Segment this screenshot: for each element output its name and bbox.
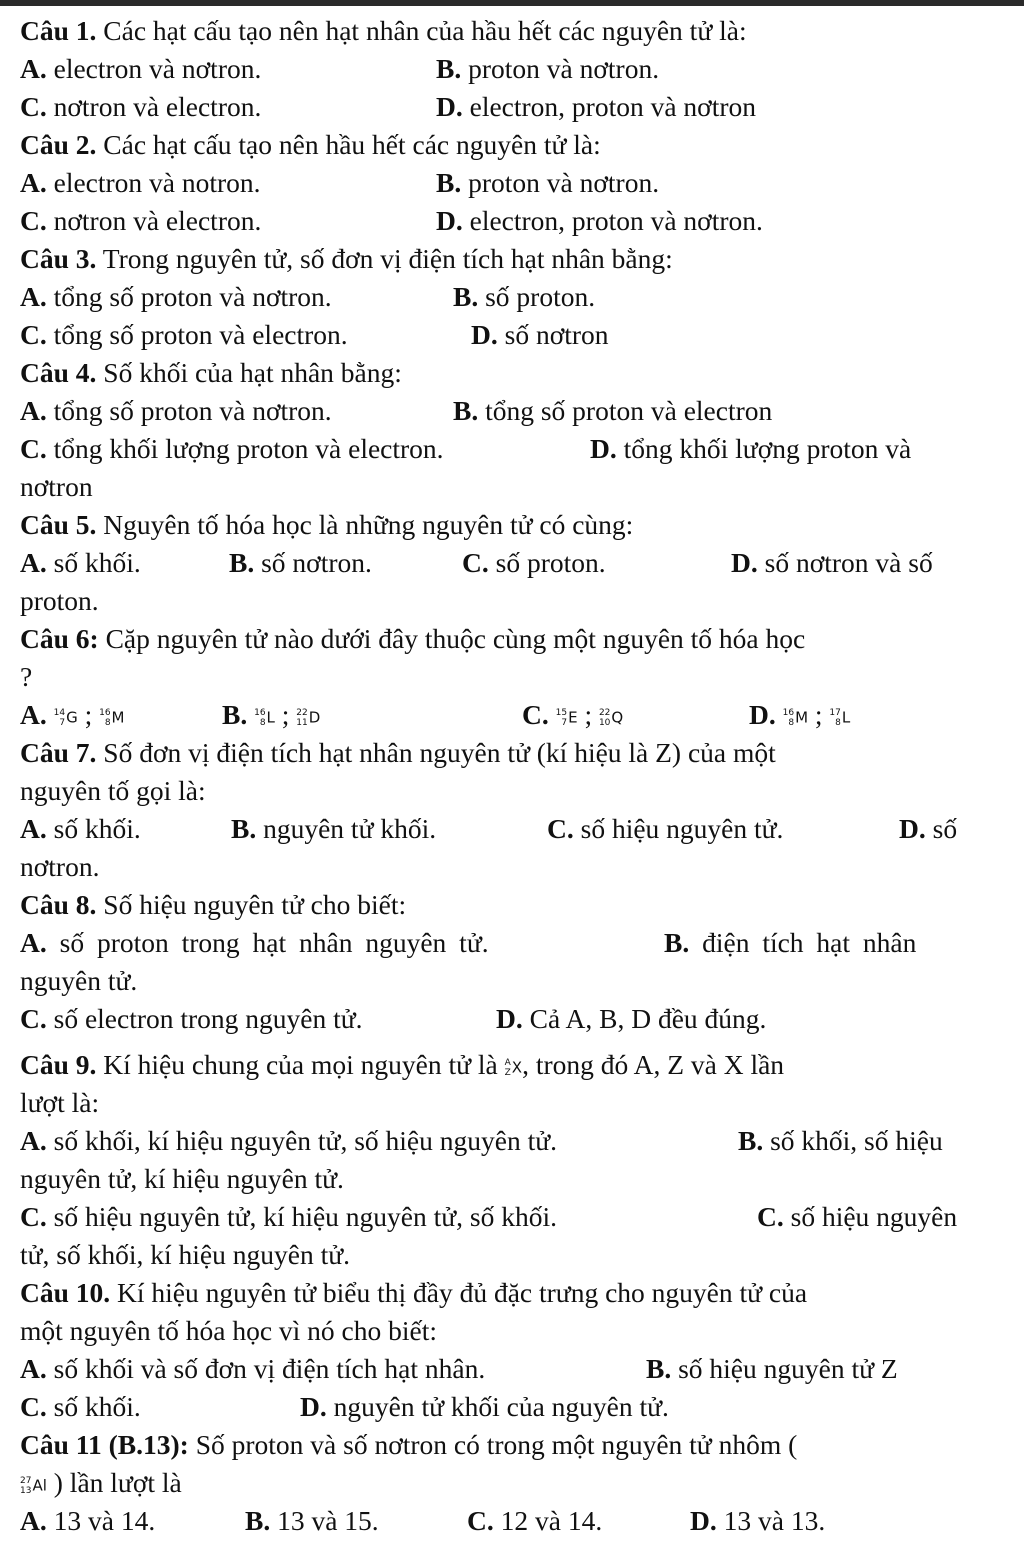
element-symbol: D bbox=[308, 708, 321, 727]
mass-number: 27 bbox=[20, 1475, 32, 1486]
q6-b-label: B. bbox=[222, 699, 248, 730]
general-atom-symbol bbox=[505, 1050, 522, 1085]
q7-d-text: số bbox=[925, 813, 958, 844]
q1-c-text: nơtron và electron. bbox=[46, 91, 262, 122]
q11-stem-cont-line bbox=[20, 1466, 182, 1503]
q1-c-label: C. bbox=[20, 91, 47, 122]
q9-stem-tail: , trong đó A, Z và X lần bbox=[522, 1049, 785, 1080]
q3-c-text: tổng số proton và electron. bbox=[46, 319, 348, 350]
q10-d-text: nguyên tử khối của nguyên tử. bbox=[326, 1391, 669, 1422]
mass-number: 22 bbox=[296, 707, 308, 718]
q10-c-label: C. bbox=[20, 1391, 47, 1422]
q5-option-b[interactable] bbox=[229, 546, 372, 580]
q8-a-text: số proton trong hạt nhân nguyên tử. bbox=[46, 927, 489, 958]
q11-c-text: 12 và 14. bbox=[493, 1505, 603, 1536]
q4-label: Câu 4. bbox=[20, 357, 97, 388]
q9-label: Câu 9. bbox=[20, 1049, 97, 1080]
q9-d-label: C. bbox=[757, 1201, 784, 1232]
q5-c-text: số proton. bbox=[488, 547, 606, 578]
q11-option-d[interactable] bbox=[690, 1504, 825, 1538]
mass-number: 15 bbox=[555, 707, 568, 718]
q11-stem-cont: ) lần lượt là bbox=[46, 1467, 182, 1498]
q7-c-label: C. bbox=[547, 813, 574, 844]
q2-c-text: nơtron và electron. bbox=[46, 205, 262, 236]
q5-a-label: A. bbox=[20, 547, 47, 578]
q5-option-d[interactable] bbox=[731, 546, 933, 580]
q9-option-d-cont: tử, số khối, kí hiệu nguyên tử. bbox=[20, 1239, 350, 1270]
q5-c-label: C. bbox=[462, 547, 489, 578]
isotope-symbol bbox=[54, 700, 78, 735]
q7-option-a[interactable] bbox=[20, 812, 141, 846]
isotope-symbol bbox=[783, 700, 808, 735]
q11-c-label: C. bbox=[467, 1505, 494, 1536]
atomic-number: 10 bbox=[598, 717, 611, 728]
q11-d-label: D. bbox=[690, 1505, 717, 1536]
q6-stem-cont: ? bbox=[20, 661, 33, 692]
q9-c-label: C. bbox=[20, 1201, 47, 1232]
q2-stem-text: Các hạt cấu tạo nên hầu hết các nguyên tử là: bbox=[96, 129, 601, 160]
q6-label: Câu 6: bbox=[20, 623, 99, 654]
q6-stem-text: Cặp nguyên tử nào dưới đây thuộc cùng một nguyên tố hóa học bbox=[98, 623, 806, 654]
q10-b-text: số hiệu nguyên tử Z bbox=[671, 1353, 898, 1384]
q7-option-b[interactable] bbox=[231, 812, 436, 846]
q7-a-label: A. bbox=[20, 813, 47, 844]
q4-option-b[interactable] bbox=[453, 394, 772, 428]
q1-stem bbox=[20, 14, 747, 48]
q7-option-d-cont: nơtron. bbox=[20, 851, 100, 882]
q8-option-a[interactable] bbox=[20, 926, 489, 960]
q10-label: Câu 10. bbox=[20, 1277, 111, 1308]
q2-label: Câu 2. bbox=[20, 129, 97, 160]
element-symbol: Q bbox=[611, 708, 624, 727]
q1-option-c[interactable] bbox=[20, 90, 261, 124]
q4-option-c[interactable] bbox=[20, 432, 444, 466]
q7-stem bbox=[20, 736, 776, 770]
q4-option-d[interactable] bbox=[590, 432, 911, 466]
isotope-symbol bbox=[556, 700, 578, 735]
q8-option-b[interactable] bbox=[664, 926, 916, 960]
q1-label: Câu 1. bbox=[20, 15, 97, 46]
mass-number: 16 bbox=[99, 707, 111, 718]
q8-b-text: điện tích hạt nhân bbox=[689, 927, 917, 958]
q11-option-a[interactable] bbox=[20, 1504, 155, 1538]
q9-a-text: số khối, kí hiệu nguyên tử, số hiệu nguyên tử. bbox=[46, 1125, 558, 1156]
q2-option-a[interactable] bbox=[20, 166, 261, 200]
q8-option-c[interactable] bbox=[20, 1002, 363, 1036]
q2-d-label: D. bbox=[436, 205, 463, 236]
q9-b-label: B. bbox=[738, 1125, 764, 1156]
mass-number: A bbox=[504, 1057, 511, 1068]
q9-option-c[interactable] bbox=[20, 1200, 557, 1234]
q2-option-d[interactable] bbox=[436, 204, 763, 238]
isotope-symbol bbox=[296, 700, 320, 735]
q8-a-label: A. bbox=[20, 927, 47, 958]
q5-stem-text: Nguyên tố hóa học là những nguyên tử có cùng: bbox=[96, 509, 634, 540]
q2-a-label: A. bbox=[20, 167, 47, 198]
q5-d-label: D. bbox=[731, 547, 758, 578]
q2-stem bbox=[20, 128, 601, 162]
q11-a-label: A. bbox=[20, 1505, 47, 1536]
element-symbol: L bbox=[841, 708, 851, 727]
q7-b-text: nguyên tử khối. bbox=[256, 813, 437, 844]
q4-c-text: tổng khối lượng proton và electron. bbox=[46, 433, 444, 464]
q11-a-text: 13 và 14. bbox=[46, 1505, 156, 1536]
q9-a-label: A. bbox=[20, 1125, 47, 1156]
q3-option-c[interactable] bbox=[20, 318, 348, 352]
q10-option-c[interactable] bbox=[20, 1390, 141, 1424]
q6-option-c[interactable] bbox=[522, 698, 623, 735]
q7-stem-text: Số đơn vị điện tích hạt nhân nguyên tử (kí hiệu là Z) của một bbox=[96, 737, 776, 768]
q10-stem-text: Kí hiệu nguyên tử biểu thị đầy đủ đặc trưng cho nguyên tử của bbox=[110, 1277, 808, 1308]
mass-number: 17 bbox=[829, 707, 841, 718]
q1-stem-text: Các hạt cấu tạo nên hạt nhân của hầu hết các nguyên tử là: bbox=[96, 15, 747, 46]
q2-d-text: electron, proton và nơtron. bbox=[462, 205, 763, 236]
atomic-number: 8 bbox=[788, 717, 795, 728]
atomic-number: 7 bbox=[561, 717, 568, 728]
q7-c-text: số hiệu nguyên tử. bbox=[573, 813, 784, 844]
element-symbol: M bbox=[111, 708, 125, 727]
aluminum-symbol bbox=[20, 1468, 47, 1503]
q3-d-label: D. bbox=[471, 319, 498, 350]
q10-option-a[interactable] bbox=[20, 1352, 485, 1386]
q10-a-text: số khối và số đơn vị điện tích hạt nhân. bbox=[46, 1353, 486, 1384]
q10-stem bbox=[20, 1276, 807, 1310]
q11-option-c[interactable] bbox=[467, 1504, 602, 1538]
q8-stem-text: Số hiệu nguyên tử cho biết: bbox=[96, 889, 407, 920]
q8-label: Câu 8. bbox=[20, 889, 97, 920]
atomic-number: 11 bbox=[296, 717, 308, 728]
q4-b-text: tổng số proton và electron bbox=[478, 395, 773, 426]
q6-option-d[interactable] bbox=[749, 698, 850, 735]
mass-number: 16 bbox=[782, 707, 795, 718]
q1-a-label: A. bbox=[20, 53, 47, 84]
q6-d-label: D. bbox=[749, 699, 776, 730]
q3-d-text: số nơtron bbox=[497, 319, 609, 350]
q3-option-b[interactable] bbox=[453, 280, 595, 314]
q2-option-b[interactable] bbox=[436, 166, 659, 200]
q4-d-text: tổng khối lượng proton và bbox=[616, 433, 912, 464]
q1-a-text: electron và nơtron. bbox=[46, 53, 262, 84]
q7-option-d[interactable] bbox=[899, 812, 957, 846]
q9-option-b-cont: nguyên tử, kí hiệu nguyên tử. bbox=[20, 1163, 344, 1194]
q8-option-b-cont: nguyên tử. bbox=[20, 965, 138, 996]
isotope-symbol bbox=[599, 700, 623, 735]
mass-number: 14 bbox=[53, 707, 66, 718]
q10-a-label: A. bbox=[20, 1353, 47, 1384]
q3-option-a[interactable] bbox=[20, 280, 332, 314]
q4-stem-text: Số khối của hạt nhân bằng: bbox=[96, 357, 402, 388]
q11-d-text: 13 và 13. bbox=[716, 1505, 826, 1536]
q7-b-label: B. bbox=[231, 813, 257, 844]
q9-option-d[interactable] bbox=[757, 1200, 957, 1234]
q4-option-a[interactable] bbox=[20, 394, 332, 428]
q9-stem-cont: lượt là: bbox=[20, 1087, 100, 1118]
atomic-number: 8 bbox=[259, 717, 266, 728]
q11-b-label: B. bbox=[245, 1505, 271, 1536]
q8-c-text: số electron trong nguyên tử. bbox=[46, 1003, 363, 1034]
isotope-symbol bbox=[254, 700, 275, 735]
atomic-number: 13 bbox=[20, 1485, 32, 1496]
q3-b-text: số proton. bbox=[478, 281, 596, 312]
separator: ; bbox=[814, 699, 823, 730]
q10-c-text: số khối. bbox=[46, 1391, 141, 1422]
q8-d-label: D. bbox=[496, 1003, 523, 1034]
q3-stem-text: Trong nguyên tử, số đơn vị điện tích hạt nhân bằng: bbox=[96, 243, 673, 274]
q3-b-label: B. bbox=[453, 281, 479, 312]
mass-number: 22 bbox=[598, 707, 611, 718]
element-symbol: G bbox=[66, 708, 78, 727]
q1-d-label: D. bbox=[436, 91, 463, 122]
q5-option-a[interactable] bbox=[20, 546, 141, 580]
q7-option-c[interactable] bbox=[547, 812, 783, 846]
q5-label: Câu 5. bbox=[20, 509, 97, 540]
q7-a-text: số khối. bbox=[46, 813, 141, 844]
element-symbol: E bbox=[568, 708, 578, 727]
q9-option-a[interactable] bbox=[20, 1124, 557, 1158]
isotope-symbol bbox=[99, 700, 124, 735]
q1-option-a[interactable] bbox=[20, 52, 261, 86]
q10-b-label: B. bbox=[646, 1353, 672, 1384]
q7-d-label: D. bbox=[899, 813, 926, 844]
q1-option-b[interactable] bbox=[436, 52, 659, 86]
q1-b-text: proton và nơtron. bbox=[461, 53, 660, 84]
q9-c-text: số hiệu nguyên tử, kí hiệu nguyên tử, số khối. bbox=[46, 1201, 558, 1232]
q5-d-text: số nơtron và số bbox=[757, 547, 933, 578]
mass-number: 16 bbox=[254, 707, 266, 718]
q8-option-d[interactable] bbox=[496, 1002, 766, 1036]
q10-option-d[interactable] bbox=[300, 1390, 669, 1424]
q1-b-label: B. bbox=[436, 53, 462, 84]
atomic-number: Z bbox=[504, 1067, 511, 1078]
q3-c-label: C. bbox=[20, 319, 47, 350]
q6-option-a[interactable] bbox=[20, 698, 125, 735]
q10-option-b[interactable] bbox=[646, 1352, 898, 1386]
q6-stem bbox=[20, 622, 805, 656]
q3-a-text: tổng số proton và nơtron. bbox=[46, 281, 332, 312]
q10-stem-cont: một nguyên tố hóa học vì nó cho biết: bbox=[20, 1315, 438, 1346]
separator: ; bbox=[84, 699, 93, 730]
atomic-number: 8 bbox=[104, 717, 111, 728]
q10-d-label: D. bbox=[300, 1391, 327, 1422]
q6-a-label: A. bbox=[20, 699, 47, 730]
q3-label: Câu 3. bbox=[20, 243, 97, 274]
q9-d-text: số hiệu nguyên bbox=[783, 1201, 958, 1232]
q8-stem bbox=[20, 888, 406, 922]
atomic-number: 8 bbox=[835, 717, 841, 728]
q11-option-b[interactable] bbox=[245, 1504, 379, 1538]
q9-stem-text: Kí hiệu chung của mọi nguyên tử là bbox=[96, 1049, 505, 1080]
q5-a-text: số khối. bbox=[46, 547, 141, 578]
q3-a-label: A. bbox=[20, 281, 47, 312]
q2-a-text: electron và notron. bbox=[46, 167, 261, 198]
q8-c-label: C. bbox=[20, 1003, 47, 1034]
isotope-symbol bbox=[829, 700, 850, 735]
q5-stem bbox=[20, 508, 633, 542]
q5-b-text: số nơtron. bbox=[254, 547, 372, 578]
separator: ; bbox=[584, 699, 593, 730]
element-symbol: M bbox=[795, 708, 809, 727]
q4-d-label: D. bbox=[590, 433, 617, 464]
q3-option-d[interactable] bbox=[471, 318, 609, 352]
element-symbol: X bbox=[511, 1058, 523, 1077]
q9-b-text: số khối, số hiệu bbox=[763, 1125, 943, 1156]
q11-b-text: 13 và 15. bbox=[270, 1505, 379, 1536]
q7-stem-cont: nguyên tố gọi là: bbox=[20, 775, 206, 806]
q2-b-text: proton và nơtron. bbox=[461, 167, 660, 198]
q7-label: Câu 7. bbox=[20, 737, 97, 768]
q8-b-label: B. bbox=[664, 927, 690, 958]
q9-stem bbox=[20, 1048, 784, 1085]
atomic-number: 7 bbox=[59, 717, 66, 728]
top-border bbox=[0, 0, 1024, 6]
q4-stem bbox=[20, 356, 402, 390]
q11-stem bbox=[20, 1428, 797, 1462]
q9-option-b[interactable] bbox=[738, 1124, 943, 1158]
element-symbol: Al bbox=[32, 1476, 47, 1495]
q11-stem-text: Số proton và số nơtron có trong một nguyên tử nhôm ( bbox=[188, 1429, 798, 1460]
q4-a-text: tổng số proton và nơtron. bbox=[46, 395, 332, 426]
q1-option-d[interactable] bbox=[436, 90, 756, 124]
q8-d-text: Cả A, B, D đều đúng. bbox=[522, 1003, 767, 1034]
q2-c-label: C. bbox=[20, 205, 47, 236]
q5-b-label: B. bbox=[229, 547, 255, 578]
separator: ; bbox=[281, 699, 290, 730]
q3-stem bbox=[20, 242, 673, 276]
q2-b-label: B. bbox=[436, 167, 462, 198]
q5-option-d-cont: proton. bbox=[20, 585, 99, 616]
q11-label: Câu 11 (B.13): bbox=[20, 1429, 189, 1460]
q6-c-label: C. bbox=[522, 699, 549, 730]
q5-option-c[interactable] bbox=[462, 546, 606, 580]
element-symbol: L bbox=[266, 708, 275, 727]
q2-option-c[interactable] bbox=[20, 204, 261, 238]
q4-option-d-cont: nơtron bbox=[20, 471, 93, 502]
q4-b-label: B. bbox=[453, 395, 479, 426]
q1-d-text: electron, proton và nơtron bbox=[462, 91, 757, 122]
q4-c-label: C. bbox=[20, 433, 47, 464]
q6-option-b[interactable] bbox=[222, 698, 320, 735]
q4-a-label: A. bbox=[20, 395, 47, 426]
